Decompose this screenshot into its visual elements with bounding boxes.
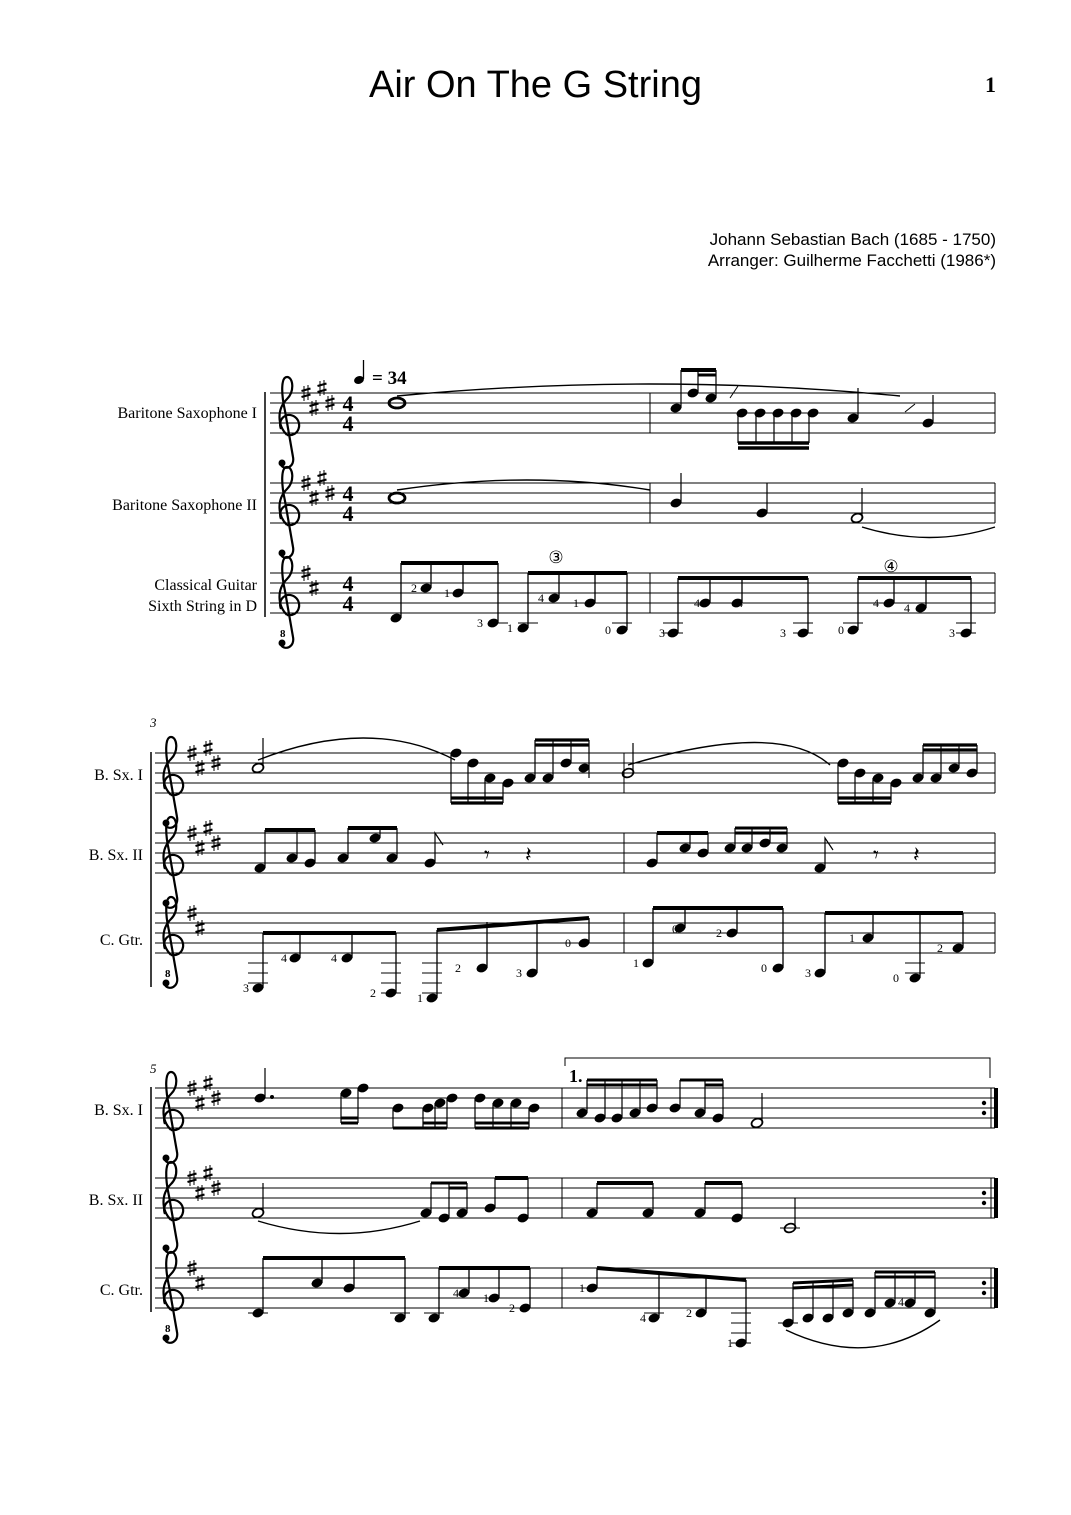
instrument-name-bsx1: Baritone Saxophone I — [117, 405, 257, 422]
svg-text:3: 3 — [659, 626, 665, 640]
time-sig-numerator: 4 — [342, 391, 354, 416]
score-title: Air On The G String — [369, 64, 702, 106]
measure-number: 3 — [150, 715, 157, 730]
instrument-short-gtr: C. Gtr. — [99, 932, 143, 949]
svg-text:2: 2 — [686, 1306, 692, 1320]
system-2 — [89, 715, 995, 1005]
gtr-m4 — [641, 908, 964, 984]
arranger: Arranger: Guilherme Facchetti (1986*) — [707, 251, 996, 270]
svg-text:2: 2 — [411, 581, 417, 595]
svg-text:4: 4 — [737, 596, 743, 610]
bsx1-m4-sixteenths — [836, 745, 978, 803]
svg-text:2: 2 — [716, 926, 722, 940]
svg-text:4: 4 — [331, 951, 337, 965]
bsx2-m4 — [645, 828, 919, 874]
time-sig-numerator: 4 — [342, 481, 354, 506]
svg-text:C. Gtr.: C. Gtr. — [99, 1282, 143, 1299]
time-sig-denominator: 4 — [342, 591, 354, 616]
svg-text:𝄽: 𝄽 — [913, 842, 920, 867]
whole-note — [389, 493, 405, 503]
svg-text:3: 3 — [477, 616, 483, 630]
svg-text:3: 3 — [780, 626, 786, 640]
time-sig-denominator: 4 — [342, 411, 354, 436]
svg-text:1: 1 — [579, 1281, 585, 1295]
key-sharp-icon — [310, 400, 319, 416]
svg-text:3: 3 — [805, 966, 811, 980]
instrument-name-gtr-line2: Sixth String in D — [148, 598, 257, 615]
svg-text:0: 0 — [605, 623, 611, 637]
instrument-name-gtr-line1: Classical Guitar — [154, 577, 257, 594]
svg-text:1: 1 — [849, 931, 855, 945]
svg-text:1: 1 — [483, 1291, 489, 1305]
svg-text:0: 0 — [672, 922, 678, 936]
svg-text:0: 0 — [761, 961, 767, 975]
svg-text:1: 1 — [444, 586, 450, 600]
key-sharp-icon — [310, 580, 319, 596]
tie — [862, 527, 995, 538]
svg-text:1: 1 — [507, 621, 513, 635]
svg-text:1: 1 — [417, 991, 423, 1005]
time-sig-denominator: 4 — [342, 501, 354, 526]
staff-bsx1 — [270, 393, 995, 433]
composer: Johann Sebastian Bach (1685 - 1750) — [709, 230, 996, 249]
svg-text:4: 4 — [538, 591, 544, 605]
svg-text:4: 4 — [904, 601, 910, 615]
bsx2-m3 — [253, 828, 531, 874]
treble-clef-icon — [163, 817, 184, 908]
volta-label: 1. — [569, 1066, 583, 1086]
volta-bracket — [565, 1058, 990, 1086]
system-1 — [112, 360, 995, 648]
treble-clef-icon — [279, 467, 300, 558]
fingerings-system-1 — [411, 581, 955, 640]
staff-bsx2 — [270, 483, 995, 523]
svg-text:8: 8 — [165, 1323, 171, 1335]
instrument-short-bsx1: B. Sx. I — [94, 767, 143, 784]
page-number: 1 — [985, 72, 996, 97]
svg-text:1: 1 — [633, 956, 639, 970]
svg-text:2: 2 — [509, 1301, 515, 1315]
svg-text:2: 2 — [370, 986, 376, 1000]
svg-text:0: 0 — [838, 623, 844, 637]
svg-text:4: 4 — [694, 596, 700, 610]
instrument-short-bsx2: B. Sx. II — [88, 847, 143, 864]
clef-octave-8: 8 — [165, 968, 171, 980]
svg-text:4: 4 — [640, 1311, 646, 1325]
tempo-text: = 34 — [372, 368, 407, 389]
measure-number: 5 — [150, 1061, 157, 1076]
string-marking: ③ — [548, 548, 564, 567]
svg-text:4: 4 — [281, 951, 287, 965]
tempo-marking — [353, 360, 407, 389]
key-sharp-icon — [318, 380, 327, 396]
instrument-name-bsx2: Baritone Saxophone II — [112, 497, 257, 514]
svg-text:2: 2 — [455, 961, 461, 975]
gtr-m2-notes — [663, 578, 976, 639]
string-marking: ④ — [883, 557, 899, 576]
key-sharp-icon — [318, 470, 327, 486]
bsx1-m3-sixteenths — [449, 740, 590, 803]
key-sharp-icon — [310, 490, 319, 506]
time-sig-numerator: 4 — [342, 571, 354, 596]
bsx2-m5 — [251, 1178, 529, 1234]
svg-text:𝄾: 𝄾 — [873, 842, 879, 867]
svg-text:4: 4 — [898, 1295, 904, 1309]
svg-text:3: 3 — [949, 626, 955, 640]
tie — [397, 384, 900, 396]
svg-text:B. Sx. II: B. Sx. II — [88, 1192, 143, 1209]
svg-text:4: 4 — [453, 1286, 459, 1300]
bsx1-m2-notes — [669, 370, 934, 448]
quarter-rest-icon: 𝄽 — [525, 842, 532, 867]
svg-text:0: 0 — [565, 936, 571, 950]
slur — [786, 1320, 940, 1348]
svg-text:4: 4 — [873, 596, 879, 610]
bsx1-m6 — [575, 1080, 763, 1129]
eighth-rest-icon: 𝄾 — [484, 842, 490, 867]
fingerings-system-3 — [453, 1281, 904, 1350]
treble-clef-icon — [163, 737, 184, 828]
svg-text:1: 1 — [573, 596, 579, 610]
tie — [397, 480, 650, 490]
svg-text:3: 3 — [516, 966, 522, 980]
treble-clef-icon — [279, 377, 300, 468]
svg-text:3: 3 — [243, 981, 249, 995]
svg-text:1: 1 — [727, 1336, 733, 1350]
svg-text:0: 0 — [893, 971, 899, 985]
clef-octave-8: 8 — [280, 628, 286, 640]
svg-text:B. Sx. I: B. Sx. I — [94, 1102, 143, 1119]
system-3 — [89, 1058, 996, 1350]
svg-text:2: 2 — [937, 941, 943, 955]
